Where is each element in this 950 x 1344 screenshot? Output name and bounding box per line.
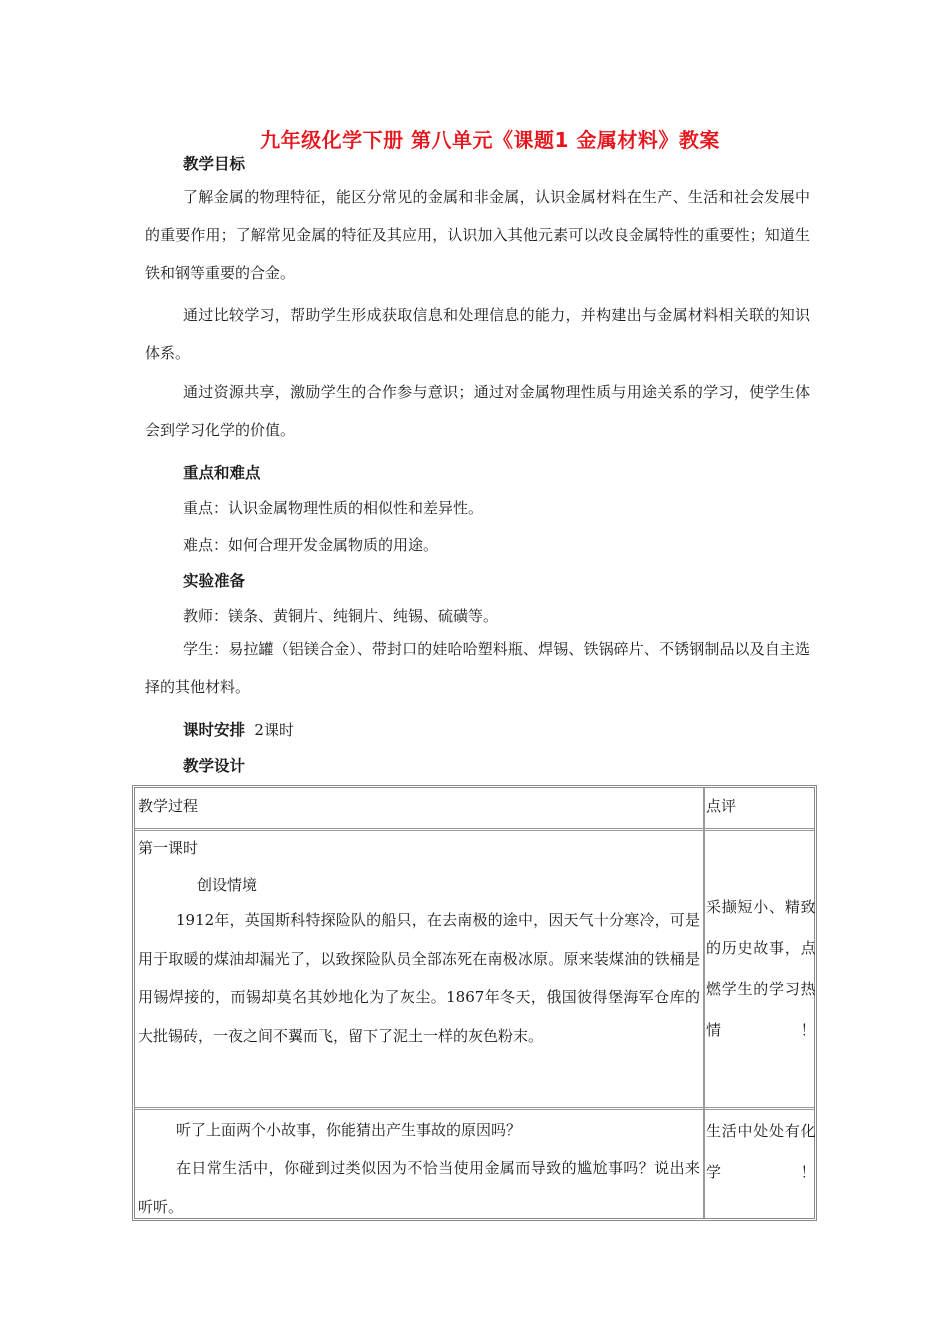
document-title: 九年级化学下册 第八单元《课题1 金属材料》教案: [260, 128, 720, 152]
prep-student: 学生：易拉罐（铝镁合金）、带封口的娃哈哈塑料瓶、焊锡、铁锅碎片、不锈钢制品以及自主选择的其他材料。: [145, 640, 810, 696]
design-heading: 教学设计: [183, 757, 246, 775]
row-divider: [135, 1107, 814, 1110]
prep-heading: 实验准备: [183, 572, 246, 590]
schedule-heading: 课时安排: [183, 721, 246, 739]
column-divider: [703, 788, 705, 1218]
question-1: 听了上面两个小故事，你能猜出产生事故的原因吗？: [176, 1121, 522, 1139]
header-process: 教学过程: [138, 797, 199, 815]
teaching-design-table: [132, 785, 817, 1221]
question-2: 在日常生活中，你碰到过类似因为不恰当使用金属而导致的尴尬事吗？说出来听听。: [138, 1159, 700, 1216]
key-point-text: 重点：认识金属物理性质的相似性和差异性。: [183, 499, 484, 517]
story-paragraph: 1912年，英国斯科特探险队的船只，在去南极的途中，因天气十分寒冷，可是用于取暖的煤油却漏光了，以致探险队员全部冻死在南极冰原。原来装煤油的铁桶是用锡焊接的，而锡却莫名其妙地化为了灰尘。1867年冬天，俄国彼得堡海军仓库的大批锡砖，一夜之间不翼而飞，留下了泥土一样的灰色粉末。: [138, 911, 700, 1045]
schedule-value: 2课时: [254, 721, 294, 739]
header-comment: 点评: [706, 797, 737, 815]
goals-paragraph-3: 通过资源共享，激励学生的合作参与意识；通过对金属物理性质与用途关系的学习，使学生体会到学习化学的价值。: [145, 383, 810, 439]
scenario-subheading: 创设情境: [197, 876, 258, 894]
comment-row-1: 采撷短小、精致的历史故事，点燃学生的学习热情！: [706, 898, 816, 1039]
key-points-heading: 重点和难点: [183, 464, 261, 482]
schedule-line: [183, 718, 294, 740]
goals-paragraph-1: 了解金属的物理特征，能区分常见的金属和非金属，认识金属材料在生产、生活和社会发展中的重要作用；了解常见金属的特征及其应用，认识加入其他元素可以改良金属特性的重要性；知道生铁和钢等重要的合金。: [145, 188, 810, 282]
goals-heading: 教学目标: [183, 155, 246, 173]
header-divider: [135, 828, 814, 831]
prep-teacher: 教师：镁条、黄铜片、纯铜片、纯锡、硫磺等。: [183, 607, 499, 625]
lesson-label: 第一课时: [138, 839, 199, 857]
difficulty-text: 难点：如何合理开发金属物质的用途。: [183, 536, 439, 554]
comment-row-2: 生活中处处有化学！: [706, 1122, 816, 1181]
goals-paragraph-2: 通过比较学习，帮助学生形成获取信息和处理信息的能力，并构建出与金属材料相关联的知识体系。: [145, 306, 810, 362]
